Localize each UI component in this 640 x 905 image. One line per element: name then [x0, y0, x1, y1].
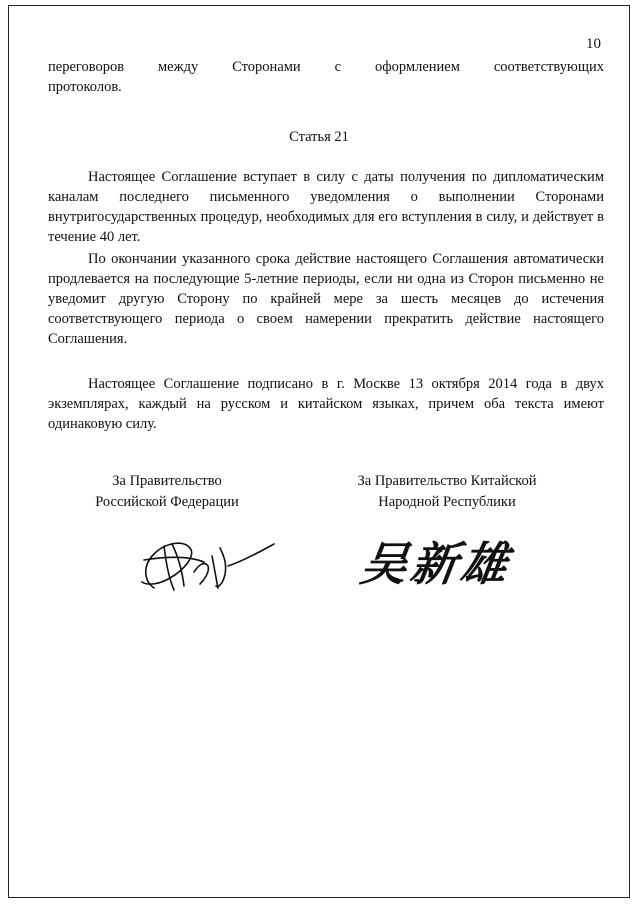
signatory-russia-line-1: За Правительство	[112, 473, 222, 489]
paragraph-entry-into-force: Настоящее Соглашение вступает в силу с даты получения по дипломатическим каналам последнего письменного уведомления о выполнении Сторонами внутригосударственных процедур, необходимых для его вступления в силу, и действует в течение 40 лет.	[48, 169, 604, 245]
signatory-china-line-1: За Правительство Китайской	[357, 473, 537, 489]
page-number: 10	[586, 36, 601, 52]
signature-china: 吴新雄	[357, 537, 515, 591]
signatory-china-label	[327, 471, 567, 513]
signatory-russia-label	[67, 471, 267, 513]
paragraph-continuation	[48, 57, 604, 97]
paragraph-continuation-line-2: протоколов.	[48, 79, 122, 95]
signatory-russia-line-2: Российской Федерации	[95, 494, 239, 510]
article-title: Статья 21	[289, 129, 349, 145]
signature-russia	[124, 526, 284, 601]
signatory-china-line-2: Народной Республики	[378, 494, 516, 510]
document-page	[8, 5, 630, 898]
paragraph-signed: Настоящее Соглашение подписано в г. Москве 13 октября 2014 года в двух экземплярах, каждый на русском и китайском языках, причем оба текста имеют одинаковую силу.	[48, 376, 604, 432]
paragraph-continuation-line-1: переговоров между Сторонами с оформлением соответствующих	[48, 59, 604, 75]
paragraph-extension: По окончании указанного срока действие настоящего Соглашения автоматически продлевается на последующие 5-летние периоды, если ни одна из Сторон письменно не уведомит другую Сторону по крайней мере за шесть месяцев до истечения соответствующего периода о своем намерении прекратить действие настоящего Соглашения.	[48, 251, 604, 347]
